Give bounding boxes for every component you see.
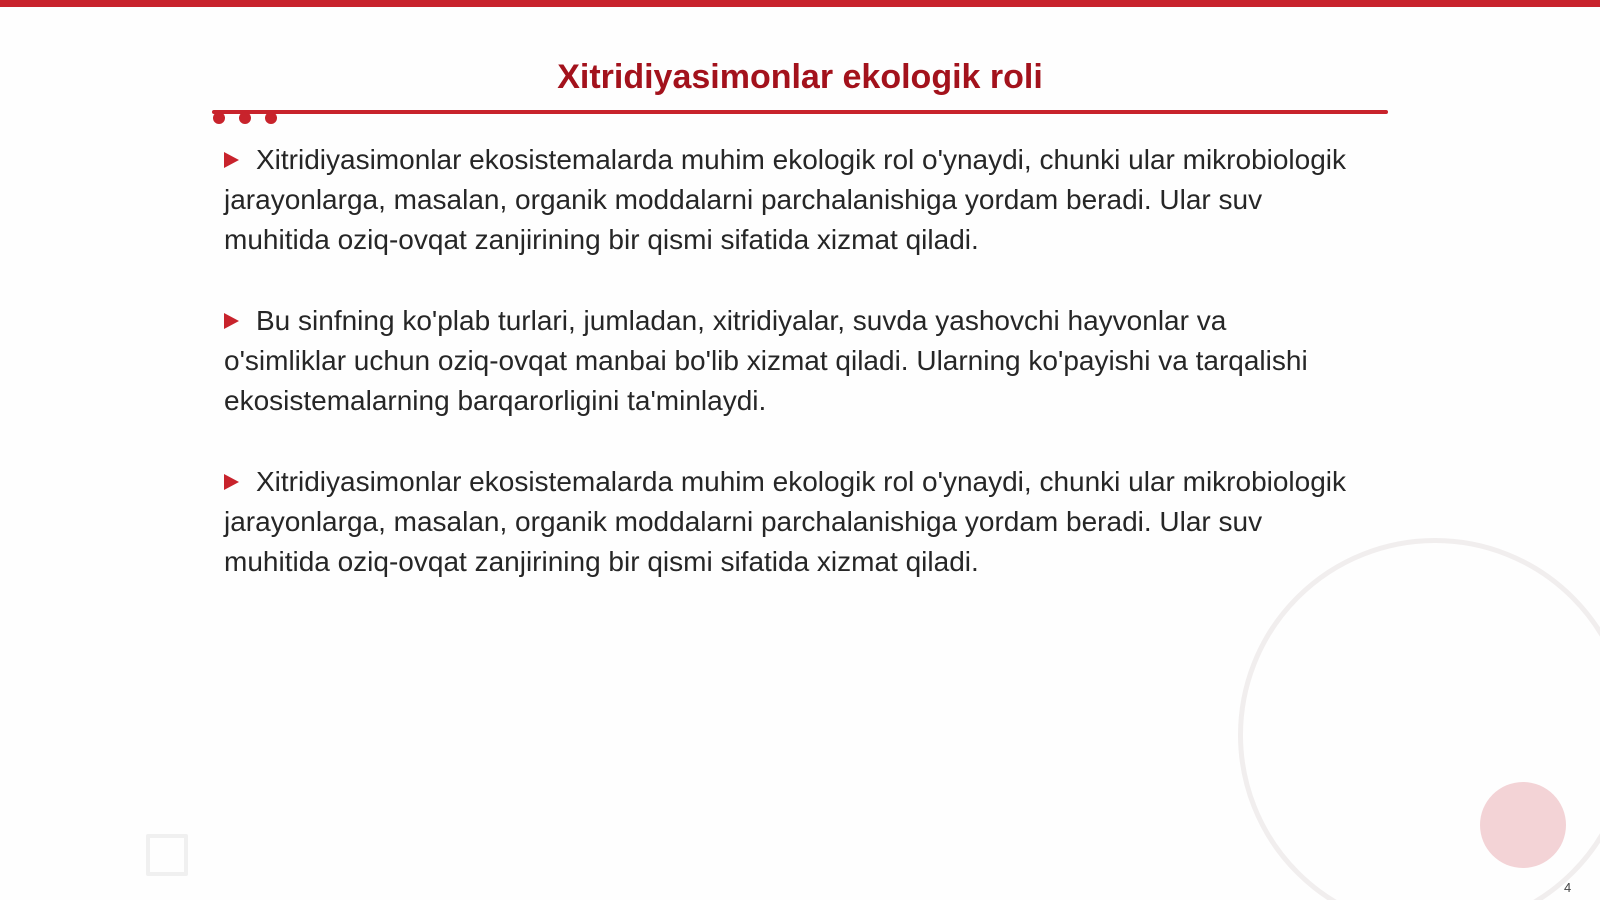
bullet-text-3: Xitridiyasimonlar ekosistemalarda muhim ekologik rol o'ynaydi, chunki ular mikrobiologik jarayonlarga, masalan, organik moddalarni parchalanishiga yordam beradi. Ular suv muhitida oziq-ovqat zanjirining bir qismi sifatida xizmat qiladi. xyxy=(224,466,1347,577)
top-accent-bar xyxy=(0,0,1600,7)
bullet-list xyxy=(224,140,1354,623)
decorative-square xyxy=(146,834,188,876)
bullet-item-2 xyxy=(224,301,1354,421)
triangle-right-icon xyxy=(224,152,239,168)
page-number: 4 xyxy=(1564,880,1572,895)
bullet-item-3 xyxy=(224,462,1354,582)
decorative-circle xyxy=(1480,782,1566,868)
bullet-item-1 xyxy=(224,140,1354,260)
slide-title: Xitridiyasimonlar ekologik roli xyxy=(557,58,1043,96)
triangle-right-icon xyxy=(224,474,239,490)
bullet-text-1: Xitridiyasimonlar ekosistemalarda muhim ekologik rol o'ynaydi, chunki ular mikrobiologik jarayonlarga, masalan, organik moddalarni parchalanishiga yordam beradi. Ular suv muhitida oziq-ovqat zanjirining bir qismi sifatida xizmat qiladi. xyxy=(224,144,1347,255)
decor-dot-2 xyxy=(239,112,251,124)
title-underline xyxy=(212,110,1388,114)
triangle-right-icon xyxy=(224,313,239,329)
decor-dot-1 xyxy=(213,112,225,124)
bullet-text-2: Bu sinfning ko'plab turlari, jumladan, xitridiyalar, suvda yashovchi hayvonlar va o'simliklar uchun oziq-ovqat manbai bo'lib xizmat qiladi. Ularning ko'payishi va tarqalishi ekosistemalarning barqarorligini ta'minlaydi. xyxy=(224,305,1308,416)
decor-dot-3 xyxy=(265,112,277,124)
